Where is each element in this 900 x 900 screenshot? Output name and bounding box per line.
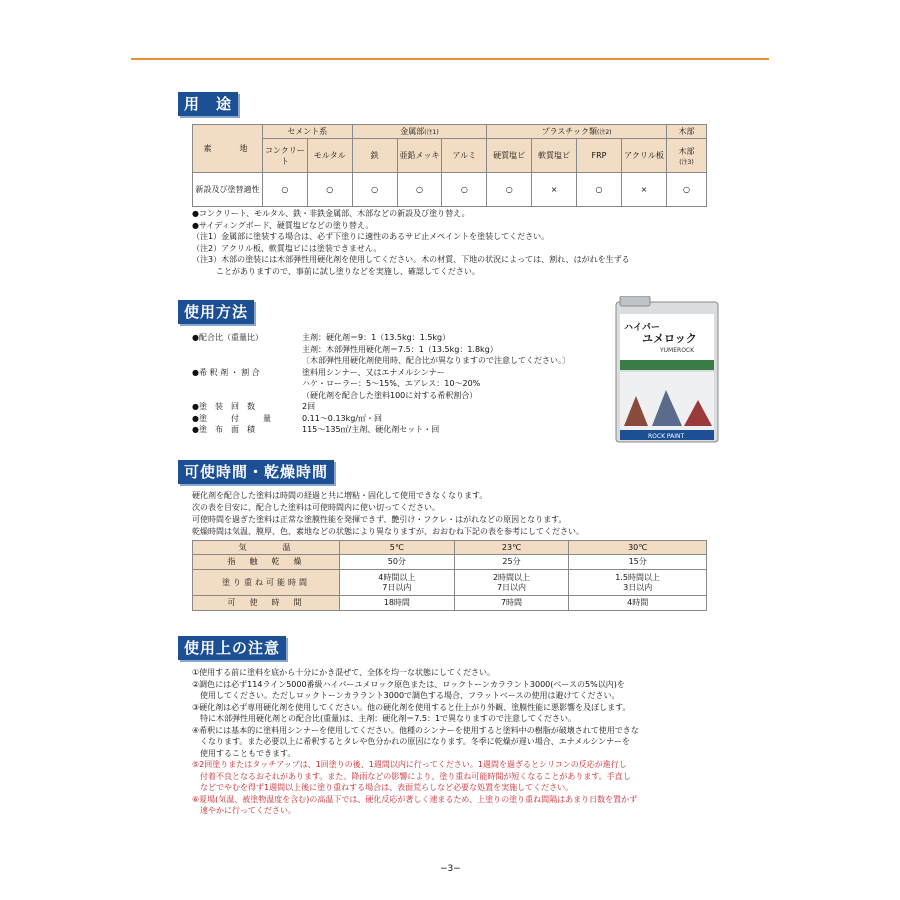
dry-cell: 1.5時間以上 3日以内 <box>569 570 707 596</box>
caution-note: ②調色には必ず114ライン5000番級ハイパーユメロック原色または、ロックトーンカララント3000(ベースの5%以内)を <box>192 679 625 689</box>
dry-cell: 23℃ <box>454 541 569 555</box>
pot-line: 次の表を目安に、配合した塗料は可使時間内に使い切ってください。 <box>192 503 440 512</box>
suitability-cell: ○ <box>352 173 397 207</box>
usage-note: （注1）金属部に塗装する場合は、必ず下塗りに適性のあるサビ止メペイントを塗装してください。 <box>192 232 550 241</box>
method-list <box>192 332 612 436</box>
dry-cell: 2時間以上 7日以内 <box>454 570 569 596</box>
caution-note: 使用してください。ただしロックトーンカララント3000で調色する場合、フラットベースの使用は避けてください。 <box>192 691 620 700</box>
pot-life-text <box>192 490 732 538</box>
col-header: アルミ <box>442 139 487 173</box>
method-row: 主剤：木部弾性用硬化剤＝7.5：1（13.5kg：1.8kg） <box>302 344 498 354</box>
col-header: モルタル <box>307 139 352 173</box>
section-title-notes: 使用上の注意 <box>178 636 286 660</box>
page-number: −3− <box>440 864 461 874</box>
dry-cell: 30℃ <box>569 541 707 555</box>
group-metal: 金属部(注1) <box>352 125 487 139</box>
dry-cell: 4時間 <box>569 596 707 611</box>
caution-note: 特に木部弾性用硬化剤との配合比(重量)は、主剤：硬化剤＝7.5：1で異なりますので注意してください。 <box>192 714 577 723</box>
col-header: 硬質塩ビ <box>487 139 532 173</box>
can-brand-en: YUMEROCK <box>660 347 695 354</box>
dry-row-label: 可 使 時 間 <box>193 596 340 611</box>
can-maker: ROCK PAINT <box>648 433 685 440</box>
usage-note: （注3）木部の塗装には木部弾性用硬化剤を使用してください。木の材質、下地の状況によっては、割れ、はがれを生ずる <box>192 255 630 264</box>
group-plastic: プラスチック類(注2) <box>487 125 667 139</box>
suitability-cell: × <box>622 173 667 207</box>
row-label-suitability: 新設及び塗替適性 <box>193 173 263 207</box>
caution-note: ①使用する前に塗料を底から十分にかき混ぜて、全体を均一な状態にしてください。 <box>192 668 496 677</box>
product-can-image <box>612 296 722 444</box>
section-title-method: 使用方法 <box>178 300 254 324</box>
pot-line: 可使時間を過ぎた塗料は正常な塗膜性能を発揮できず、艶引け・フクレ・はがれなどの原因となります。 <box>192 515 567 524</box>
method-row: 〔木部弾性用硬化剤使用時、配合比が異なりますので注意してください。〕 <box>302 356 570 365</box>
group-cement: セメント系 <box>262 125 352 139</box>
caution-note: ⑥夏場(気温、被塗物温度を含む)の高温下では、硬化反応が著しく速まるため、上塗りの塗り重ね間隔はあまり日数を置かず <box>192 794 638 804</box>
dry-cell: 5℃ <box>340 541 455 555</box>
pot-line: 硬化剤を配合した塗料は時間の経過と共に増粘・固化して使用できなくなります。 <box>192 491 488 500</box>
caution-note: 付着不良となるおそれがあります。また、降雨などの影響により、塗り重ね可能時間が短くなることがあります。手直し <box>192 771 631 781</box>
method-row: ●塗 付 量 0.11～0.13kg/㎡・回 <box>192 413 383 423</box>
usage-table <box>192 124 707 207</box>
method-row: ●希 釈 剤 ・ 割 合 塗料用シンナー、又はエナメルシンナー <box>192 367 445 377</box>
caution-note: 速やかに行ってください。 <box>192 806 296 815</box>
usage-note: ●コンクリート、モルタル、鉄・非鉄金属部、木部などの新設及び塗り替え。 <box>192 209 470 218</box>
pot-line: 乾燥時間は気温、膜厚、色、素地などの状態により異なりますが、おおむね下記の表を参考にしてください。 <box>192 527 584 536</box>
section-title-usage: 用 途 <box>178 92 238 116</box>
usage-note: ●サイディングボード、硬質塩ビなどの塗り替え。 <box>192 220 374 230</box>
dry-cell: 18時間 <box>340 596 455 611</box>
dry-row-label: 指 触 乾 燥 <box>193 555 340 570</box>
usage-notes <box>192 208 732 277</box>
col-header: 軟質塩ビ <box>532 139 577 173</box>
suitability-cell: ○ <box>487 173 532 207</box>
caution-notes <box>192 667 732 817</box>
method-row: ●塗 装 回 数 2回 <box>192 402 316 411</box>
suitability-cell: ○ <box>576 173 621 207</box>
col-header: 鉄 <box>352 139 397 173</box>
dry-cell: 7時間 <box>454 596 569 611</box>
caution-note: ③硬化剤は必ず専用硬化剤を使用してください。他の硬化剤を使用すると仕上がり外観、塗膜性能に悪影響を及ぼします。 <box>192 702 631 712</box>
substrate-label: 素 地 <box>193 125 263 173</box>
method-row: ●塗 布 面 積 115～135㎡/主剤、硬化剤セット・回 <box>192 425 440 434</box>
suitability-cell: ○ <box>666 173 706 207</box>
can-brand-small: ハイパー <box>624 323 660 333</box>
header-rule <box>131 58 769 60</box>
dry-time-table <box>192 540 707 611</box>
suitability-cell: ○ <box>442 173 487 207</box>
caution-note: などでやむを得ず1週間以上後に塗り重ねする場合は、表面荒らしなど必要な処置を実施してください。 <box>192 783 574 792</box>
dry-cell: 50分 <box>340 555 455 570</box>
col-header: 亜鉛メッキ <box>397 139 442 173</box>
col-header: アクリル板 <box>622 139 667 173</box>
caution-note: 使用することもできます。 <box>192 748 296 758</box>
suitability-cell: × <box>532 173 577 207</box>
usage-note: （注2）アクリル板、軟質塩ビには塗装できません。 <box>192 243 382 253</box>
dry-cell: 15分 <box>569 555 707 570</box>
caution-note: くなります。また必要以上に希釈するとタレや色分かれの原因になります。冬季に乾燥が遅い場合、エナメルシンナーを <box>192 737 630 746</box>
dry-row-label: 気 温 <box>193 541 340 555</box>
col-header: コンクリート <box>262 139 307 173</box>
dry-row-label: 塗り重ね可能時間 <box>193 570 340 596</box>
dry-cell: 25分 <box>454 555 569 570</box>
caution-note: ⑤2回塗りまたはタッチアップは、1回塗りの後、1週間以内に行ってください。1週間を過ぎるとシリコンの反応が進行し <box>192 760 627 769</box>
dry-cell: 4時間以上 7日以内 <box>340 570 455 596</box>
caution-note: ④希釈には基本的に塗料用シンナーを使用してください。他種のシンナーを使用すると塗料中の樹脂が破壊されて使用できな <box>192 725 639 735</box>
usage-note: ことがありますので、事前に試し塗りなどを実施し、確認してください。 <box>192 266 480 276</box>
group-wood: 木部 <box>666 125 706 139</box>
method-row: （硬化剤を配合した塗料100に対する希釈割合） <box>302 390 478 400</box>
method-row: ●配合比（重量比） 主剤：硬化剤＝9：1（13.5kg：1.5kg） <box>192 333 451 342</box>
suitability-cell: ○ <box>307 173 352 207</box>
suitability-cell: ○ <box>397 173 442 207</box>
suitability-cell: ○ <box>262 173 307 207</box>
method-row: ハケ・ローラー：5～15%、エアレス：10～20% <box>302 379 481 388</box>
section-title-pot-life: 可使時間・乾燥時間 <box>178 460 334 484</box>
col-header: FRP <box>576 139 621 173</box>
can-brand: ユメロック <box>642 332 697 345</box>
col-header-wood: 木部 (注3) <box>666 139 706 173</box>
